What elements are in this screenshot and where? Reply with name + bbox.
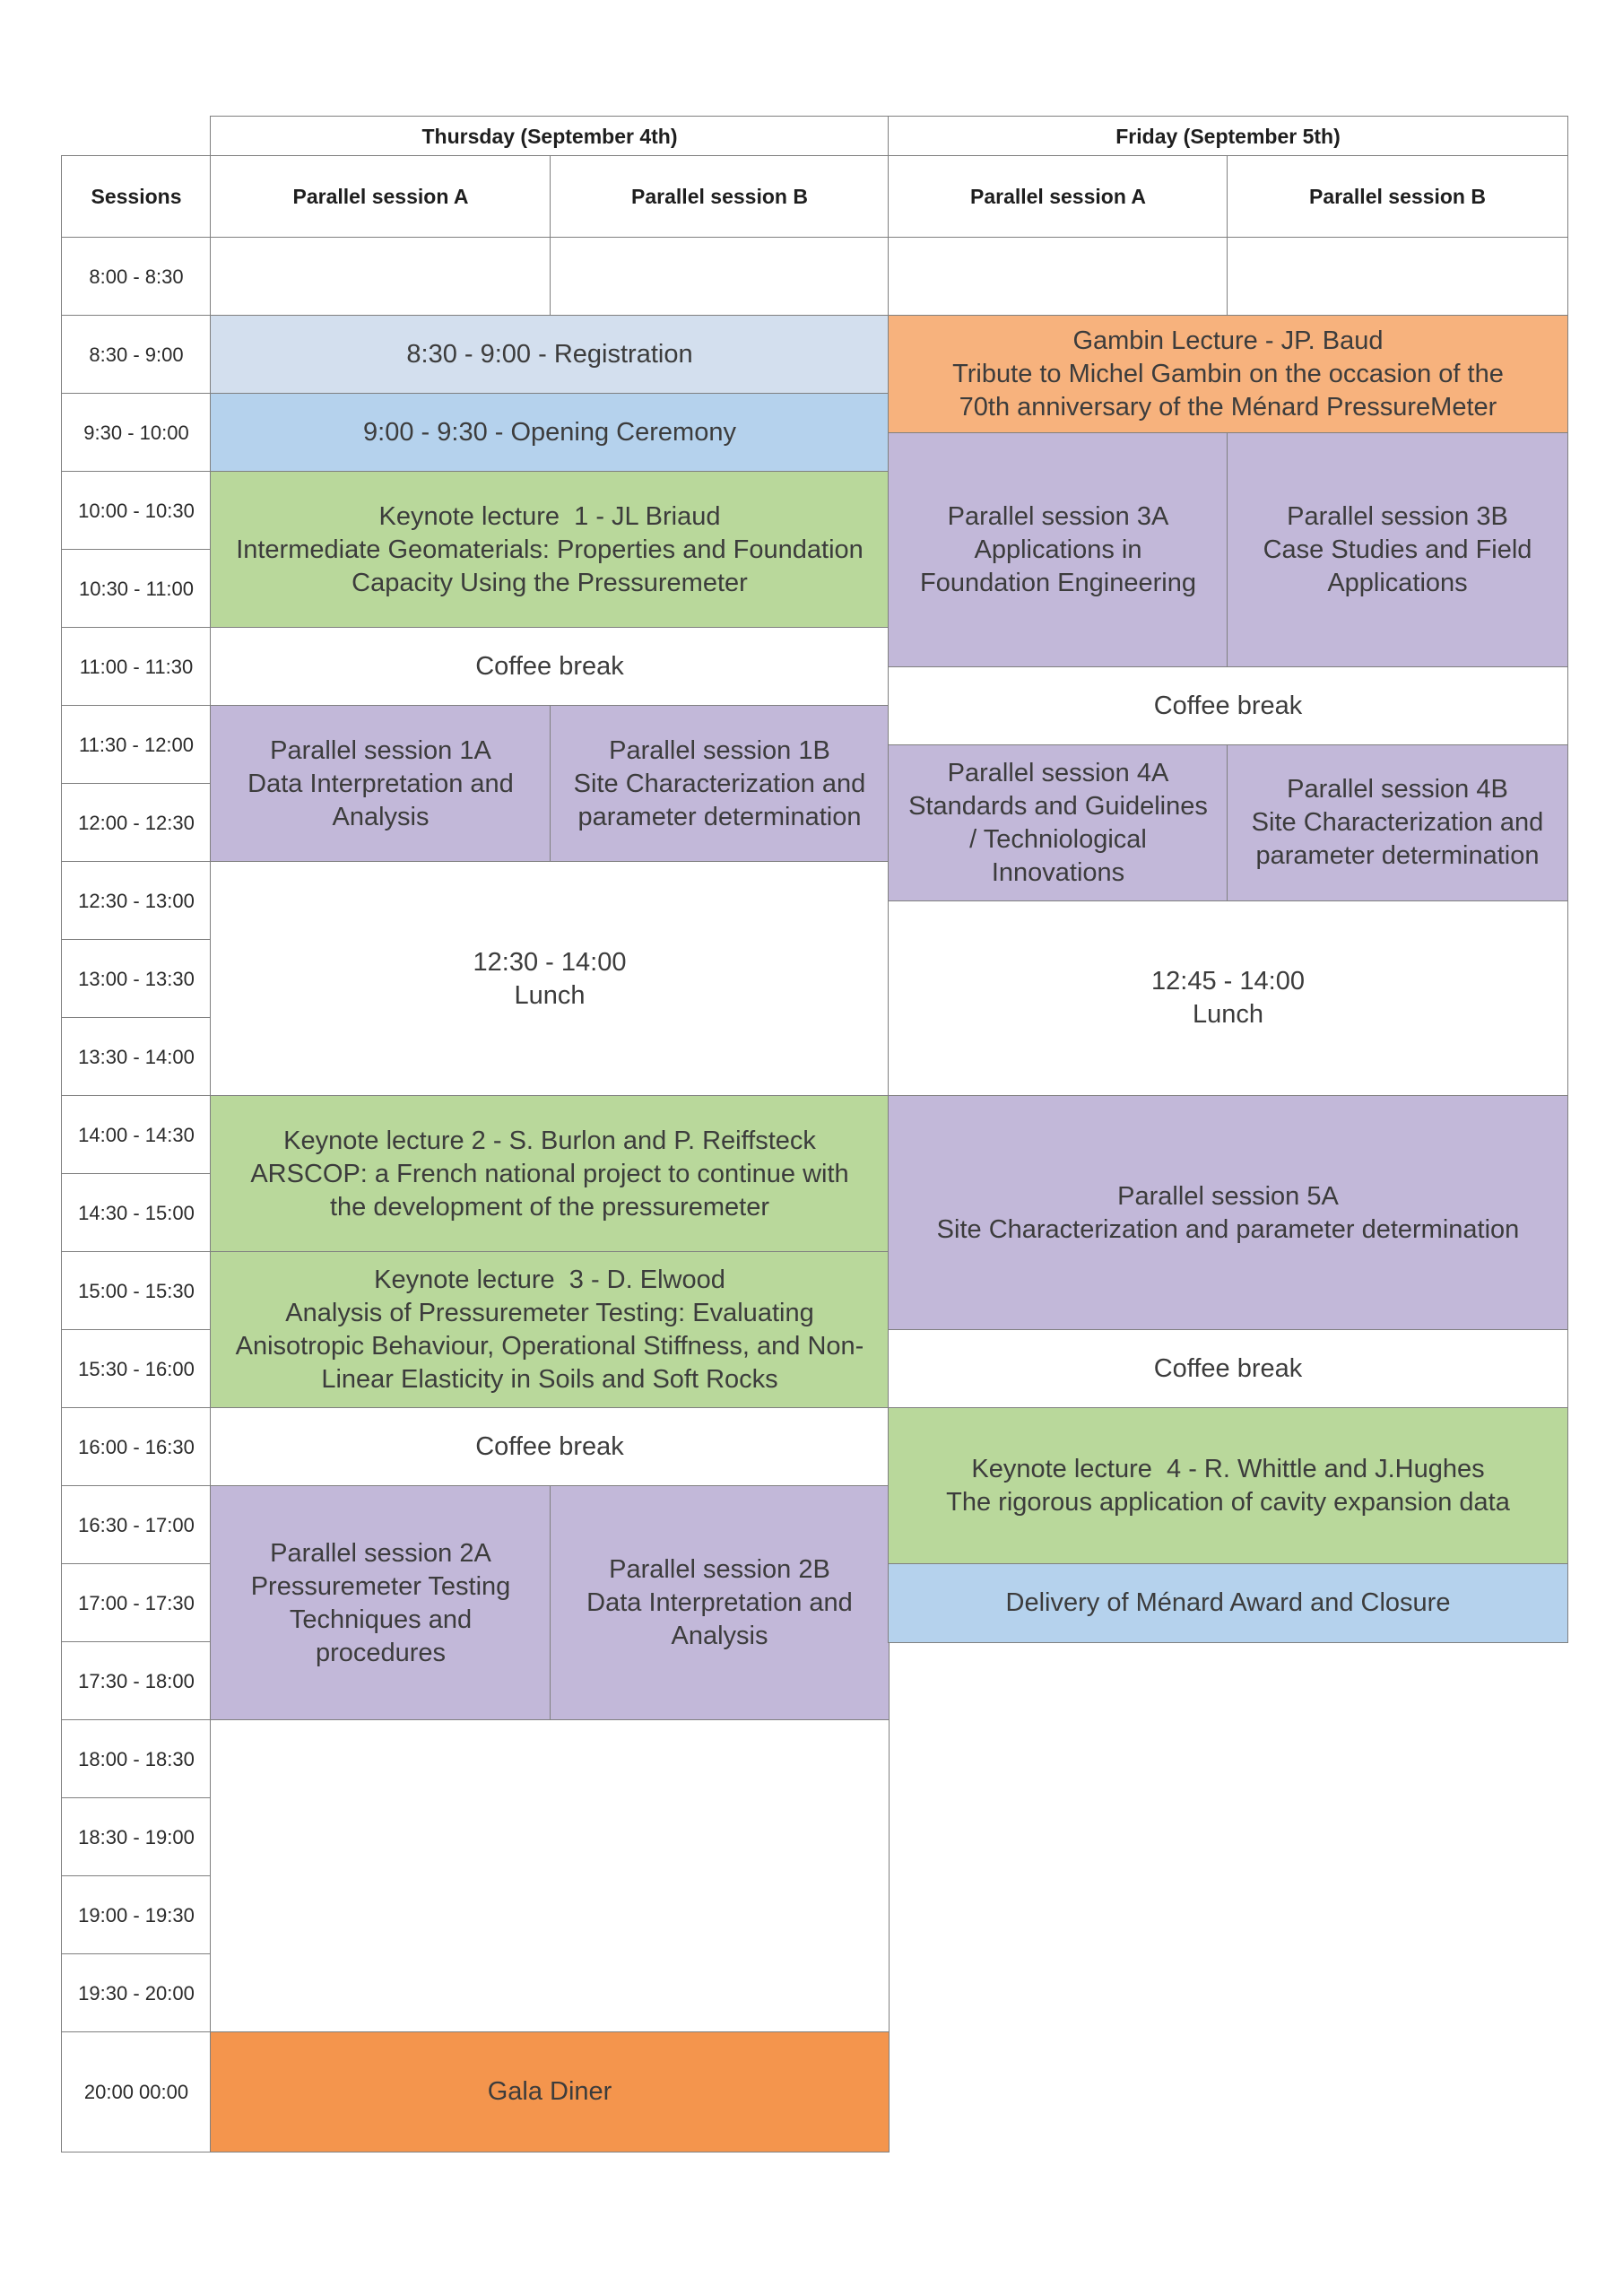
time-slot: 14:00 - 14:30 — [62, 1096, 211, 1174]
time-slot: 9:30 - 10:00 — [62, 394, 211, 472]
time-slot: 10:00 - 10:30 — [62, 472, 211, 550]
thursday-session-b-header: Parallel session B — [551, 156, 889, 238]
time-slot: 8:30 - 9:00 — [62, 316, 211, 394]
session-4a-topic: Innovations — [991, 857, 1125, 887]
session-3a-title: Parallel session 3A — [947, 501, 1169, 531]
thursday-lunch — [211, 862, 889, 1096]
keynote-1-subtitle: Intermediate Geomaterials: Properties and Foundation — [236, 535, 864, 564]
keynote-1-subtitle: Capacity Using the Pressuremeter — [352, 568, 748, 597]
time-slot: 14:30 - 15:00 — [62, 1174, 211, 1252]
thursday-gala-dinner — [211, 2032, 889, 2152]
session-1b-title: Parallel session 1B — [609, 735, 830, 765]
keynote-3-subtitle: Anisotropic Behaviour, Operational Stiffness, and Non- — [235, 1332, 864, 1361]
session-4b-topic: parameter determination — [1255, 841, 1540, 870]
gambin-subtitle: 70th anniversary of the Ménard PressureMeter — [959, 392, 1497, 422]
keynote-3-title: Keynote lecture 3 - D. Elwood — [374, 1265, 725, 1294]
keynote-1-title: Keynote lecture 1 - JL Briaud — [378, 501, 721, 531]
friday-keynote-4 — [889, 1408, 1567, 1564]
thursday-opening-ceremony — [211, 394, 889, 472]
friday-session-a-header: Parallel session A — [889, 156, 1228, 238]
time-slot: 15:30 - 16:00 — [62, 1330, 211, 1408]
session-2b-title: Parallel session 2B — [609, 1555, 830, 1584]
thursday-keynote-2 — [211, 1096, 889, 1252]
day-header-friday: Friday (September 5th) — [889, 117, 1567, 156]
gala-dinner-label: Gala Diner — [487, 2077, 612, 2106]
session-1b-topic: parameter determination — [577, 802, 862, 831]
time-slot: 12:30 - 13:00 — [62, 862, 211, 940]
keynote-3-subtitle: Analysis of Pressuremeter Testing: Evaluating — [285, 1299, 814, 1327]
session-2a-topic: procedures — [315, 1638, 447, 1667]
time-slot: 8:00 - 8:30 — [62, 238, 211, 316]
keynote-2-subtitle: ARSCOP: a French national project to continue with — [250, 1159, 849, 1188]
lunch-time: 12:30 - 14:00 — [473, 947, 627, 977]
coffee-break-label: Coffee break — [1153, 691, 1303, 720]
time-slot: 16:30 - 17:00 — [62, 1486, 211, 1564]
time-slot: 13:00 - 13:30 — [62, 940, 211, 1018]
thursday-registration — [211, 316, 889, 394]
friday-coffee-break-1 — [889, 667, 1567, 745]
time-slot: 11:00 - 11:30 — [62, 628, 211, 706]
time-slot: 18:30 - 19:00 — [62, 1798, 211, 1876]
friday-parallel-session-3b — [1228, 433, 1567, 667]
empty-cell — [551, 238, 889, 316]
time-slot: 13:30 - 14:00 — [62, 1018, 211, 1096]
thursday-keynote-1 — [211, 472, 889, 628]
time-slot: 19:00 - 19:30 — [62, 1876, 211, 1954]
session-1b-topic: Site Characterization and — [573, 769, 866, 798]
coffee-break-label: Coffee break — [1153, 1354, 1303, 1383]
session-3b-title: Parallel session 3B — [1287, 501, 1508, 531]
registration-label: 8:30 - 9:00 - Registration — [406, 340, 693, 369]
time-slot: 16:00 - 16:30 — [62, 1408, 211, 1486]
empty-cell — [211, 238, 551, 316]
friday-lunch — [889, 901, 1567, 1097]
coffee-break-label: Coffee break — [475, 1432, 624, 1461]
session-1a-topic: Data Interpretation and — [247, 769, 514, 798]
friday-parallel-session-5a — [889, 1096, 1567, 1330]
gambin-subtitle: Tribute to Michel Gambin on the occasion of the — [952, 359, 1504, 388]
time-slot: 20:00 00:00 — [62, 2032, 211, 2152]
thursday-parallel-session-2a — [211, 1486, 551, 1720]
coffee-break-label: Coffee break — [475, 652, 624, 681]
session-3a-topic: Applications in — [974, 535, 1142, 564]
friday-coffee-break-2 — [889, 1330, 1567, 1408]
thursday-session-a-header: Parallel session A — [211, 156, 551, 238]
empty-cell — [889, 238, 1228, 316]
session-3b-topic: Case Studies and Field — [1263, 535, 1532, 564]
session-3b-topic: Applications — [1327, 568, 1468, 597]
friday-award-closure — [889, 1564, 1567, 1642]
friday-gambin-lecture — [889, 316, 1567, 433]
time-slot: 19:30 - 20:00 — [62, 1954, 211, 2032]
opening-ceremony-label: 9:00 - 9:30 - Opening Ceremony — [363, 418, 736, 447]
friday-parallel-session-4b — [1228, 745, 1567, 901]
session-2a-topic: Techniques and — [289, 1605, 473, 1634]
thursday-keynote-3 — [211, 1252, 889, 1408]
thursday-coffee-break-1 — [211, 628, 889, 706]
session-4a-title: Parallel session 4A — [947, 758, 1169, 787]
session-4a-topic: / Techniological — [969, 824, 1147, 854]
lunch-time: 12:45 - 14:00 — [1151, 967, 1305, 996]
session-2b-topic: Data Interpretation and — [586, 1588, 853, 1617]
keynote-3-subtitle: Linear Elasticity in Soils and Soft Rocks — [321, 1365, 778, 1394]
keynote-4-title: Keynote lecture 4 - R. Whittle and J.Hughes — [971, 1455, 1485, 1483]
time-slot: 17:00 - 17:30 — [62, 1564, 211, 1642]
time-slot: 12:00 - 12:30 — [62, 784, 211, 862]
friday-session-b-header: Parallel session B — [1228, 156, 1567, 238]
session-3a-topic: Foundation Engineering — [920, 568, 1196, 597]
lunch-label: Lunch — [1192, 1000, 1263, 1030]
award-closure-label: Delivery of Ménard Award and Closure — [1005, 1588, 1451, 1617]
thursday-parallel-session-2b — [551, 1486, 889, 1720]
keynote-4-subtitle: The rigorous application of cavity expansion data — [946, 1488, 1510, 1517]
thursday-parallel-session-1b — [551, 706, 889, 862]
session-5a-title: Parallel session 5A — [1117, 1181, 1339, 1211]
thursday-parallel-session-1a — [211, 706, 551, 862]
time-slot: 11:30 - 12:00 — [62, 706, 211, 784]
time-slot: 10:30 - 11:00 — [62, 550, 211, 628]
time-slot: 18:00 - 18:30 — [62, 1720, 211, 1798]
keynote-2-subtitle: the development of the pressuremeter — [329, 1192, 770, 1222]
session-1a-topic: Analysis — [332, 802, 430, 831]
session-5a-topic: Site Characterization and parameter determination — [936, 1214, 1520, 1244]
time-slot: 15:00 - 15:30 — [62, 1252, 211, 1330]
session-2a-title: Parallel session 2A — [270, 1538, 491, 1568]
sessions-header: Sessions — [62, 156, 211, 238]
lunch-label: Lunch — [514, 980, 586, 1010]
session-4b-topic: Site Characterization and — [1251, 808, 1544, 837]
day-header-thursday: Thursday (September 4th) — [211, 117, 889, 156]
thursday-evening-empty — [211, 1720, 889, 2032]
session-4b-title: Parallel session 4B — [1287, 775, 1508, 804]
thursday-coffee-break-2 — [211, 1408, 889, 1486]
friday-parallel-session-4a — [889, 745, 1228, 901]
time-slot: 17:30 - 18:00 — [62, 1642, 211, 1720]
empty-cell — [1228, 238, 1567, 316]
session-4a-topic: Standards and Guidelines — [908, 791, 1208, 821]
session-2b-topic: Analysis — [671, 1622, 768, 1650]
friday-parallel-session-3a — [889, 433, 1228, 667]
schedule-table — [62, 117, 1567, 2152]
gambin-title: Gambin Lecture - JP. Baud — [1072, 326, 1384, 355]
session-2a-topic: Pressuremeter Testing — [250, 1571, 511, 1601]
session-1a-title: Parallel session 1A — [270, 735, 491, 765]
keynote-2-title: Keynote lecture 2 - S. Burlon and P. Reiffsteck — [283, 1126, 816, 1155]
